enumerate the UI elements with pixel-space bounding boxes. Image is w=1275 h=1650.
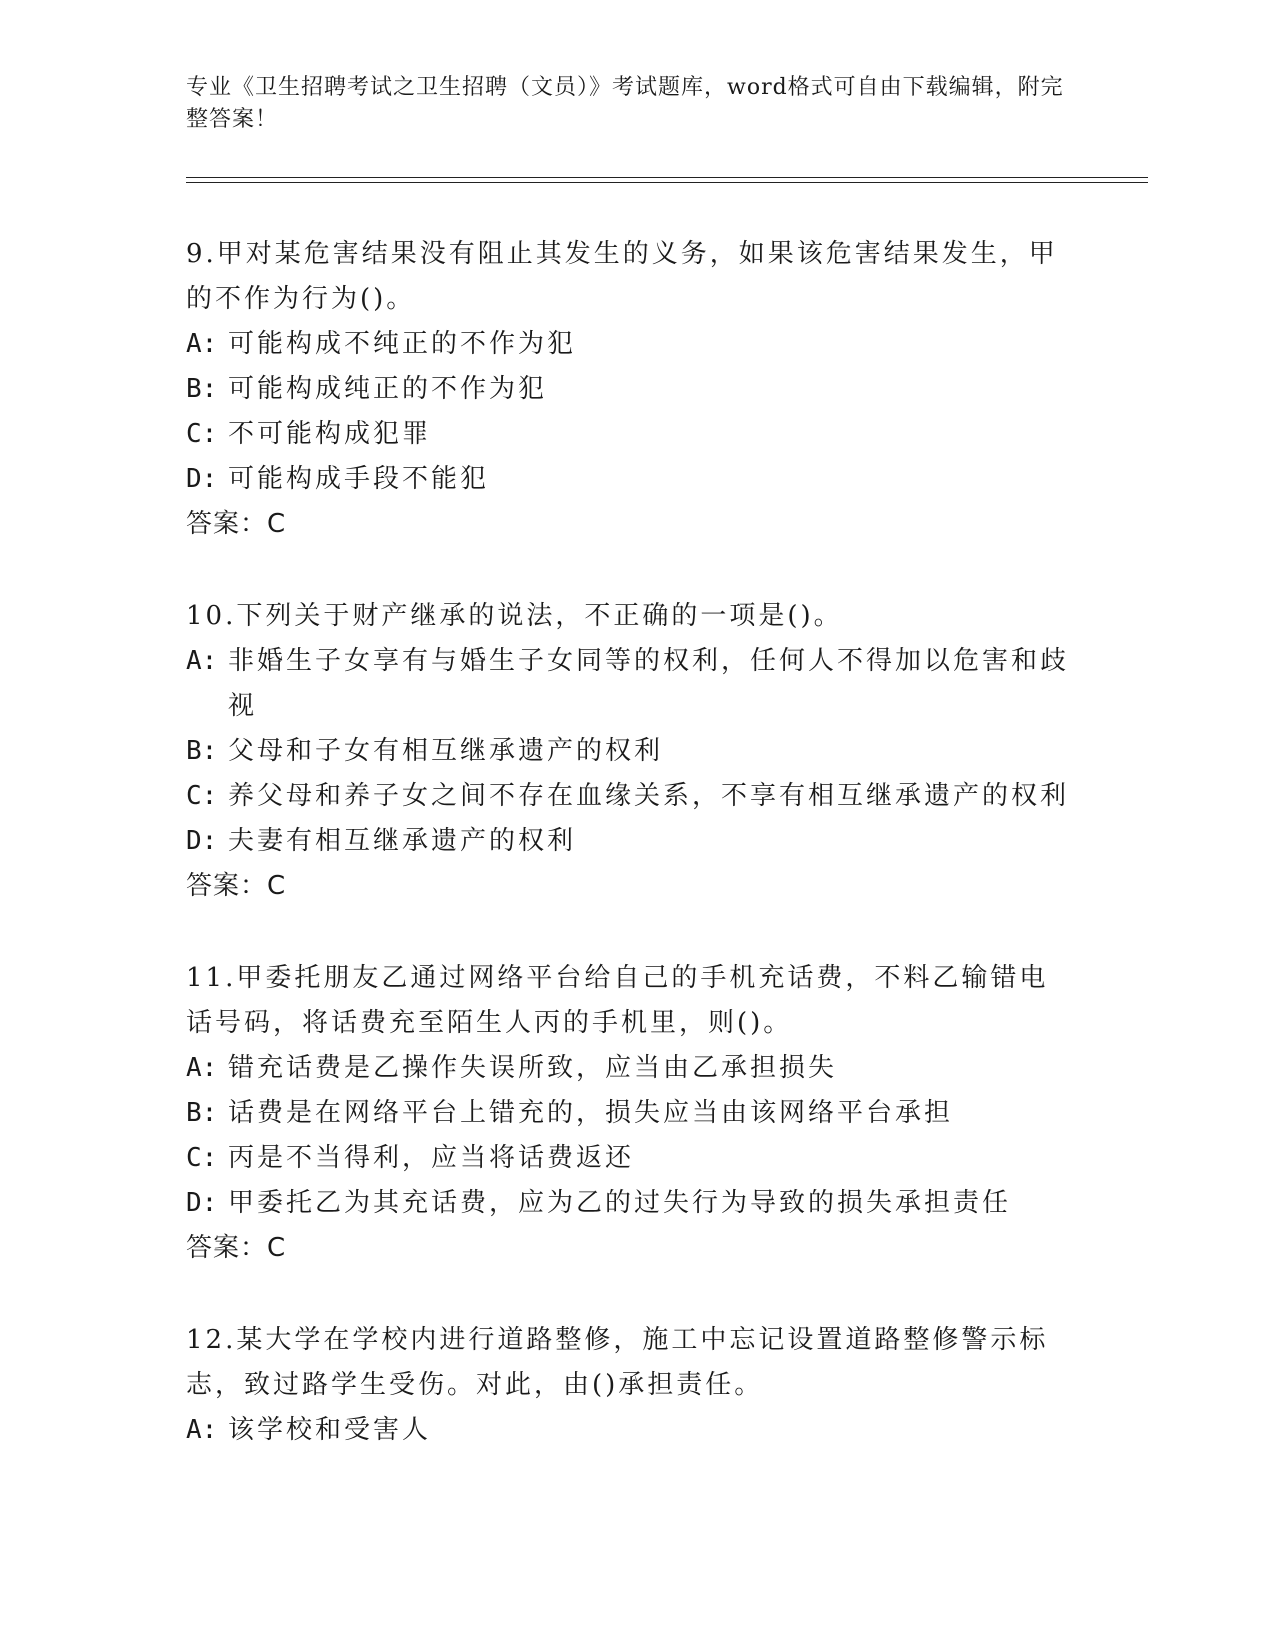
option-letter: C: bbox=[186, 1143, 218, 1173]
option-letter: B: bbox=[186, 1098, 218, 1128]
option-a bbox=[186, 1046, 1076, 1091]
option-letter: A: bbox=[186, 329, 218, 359]
question-9 bbox=[186, 232, 1076, 547]
option-a bbox=[186, 639, 1076, 729]
header-divider-bottom bbox=[186, 182, 1148, 183]
option-letter: B: bbox=[186, 736, 218, 766]
option-d bbox=[186, 1181, 1076, 1226]
option-text: 不可能构成犯罪 bbox=[228, 419, 432, 449]
option-c bbox=[186, 774, 1076, 819]
option-text: 父母和子女有相互继承遗产的权利 bbox=[228, 736, 664, 766]
option-c bbox=[186, 412, 1076, 457]
option-a bbox=[186, 1408, 1076, 1453]
option-text: 非婚生子女享有与婚生子女同等的权利，任何人不得加以危害和歧视 bbox=[228, 646, 1070, 721]
option-text: 可能构成不纯正的不作为犯 bbox=[228, 329, 577, 359]
answer-line: 答案：C bbox=[186, 1233, 287, 1263]
question-stem: 9.甲对某危害结果没有阻止其发生的义务，如果该危害结果发生，甲的不作为行为()。 bbox=[186, 239, 1058, 314]
question-stem: 11.甲委托朋友乙通过网络平台给自己的手机充话费，不料乙输错电话号码，将话费充至陌生人丙的手机里，则()。 bbox=[186, 963, 1049, 1038]
question-12 bbox=[186, 1318, 1076, 1453]
question-stem: 12.某大学在学校内进行道路整修，施工中忘记设置道路整修警示标志，致过路学生受伤。对此，由()承担责任。 bbox=[186, 1325, 1049, 1400]
option-c bbox=[186, 1136, 1076, 1181]
option-b bbox=[186, 729, 1076, 774]
option-letter: B: bbox=[186, 374, 218, 404]
question-stem: 10.下列关于财产继承的说法，不正确的一项是()。 bbox=[186, 601, 843, 631]
option-b bbox=[186, 367, 1076, 412]
option-text: 养父母和养子女之间不存在血缘关系，不享有相互继承遗产的权利 bbox=[228, 781, 1070, 811]
option-letter: A: bbox=[186, 646, 218, 676]
option-text: 可能构成手段不能犯 bbox=[228, 464, 490, 494]
header-divider-top bbox=[186, 177, 1148, 178]
option-text: 夫妻有相互继承遗产的权利 bbox=[228, 826, 577, 856]
option-text: 甲委托乙为其充话费，应为乙的过失行为导致的损失承担责任 bbox=[228, 1188, 1012, 1218]
option-letter: D: bbox=[186, 464, 218, 494]
option-letter: D: bbox=[186, 826, 218, 856]
option-d bbox=[186, 819, 1076, 864]
option-text: 丙是不当得利，应当将话费返还 bbox=[228, 1143, 635, 1173]
option-a bbox=[186, 322, 1076, 367]
option-text: 话费是在网络平台上错充的，损失应当由该网络平台承担 bbox=[228, 1098, 954, 1128]
option-letter: D: bbox=[186, 1188, 218, 1218]
answer-line: 答案：C bbox=[186, 509, 287, 539]
document-header: 专业《卫生招聘考试之卫生招聘（文员）》考试题库，word格式可自由下载编辑，附完整答案！ bbox=[186, 75, 1064, 132]
question-10 bbox=[186, 594, 1076, 909]
option-text: 错充话费是乙操作失误所致，应当由乙承担损失 bbox=[228, 1053, 838, 1083]
option-b bbox=[186, 1091, 1076, 1136]
question-11 bbox=[186, 956, 1076, 1271]
option-text: 可能构成纯正的不作为犯 bbox=[228, 374, 548, 404]
option-d bbox=[186, 457, 1076, 502]
answer-line: 答案：C bbox=[186, 871, 287, 901]
option-letter: A: bbox=[186, 1053, 218, 1083]
option-letter: C: bbox=[186, 419, 218, 449]
option-letter: A: bbox=[186, 1415, 218, 1445]
option-letter: C: bbox=[186, 781, 218, 811]
option-text: 该学校和受害人 bbox=[228, 1415, 432, 1445]
